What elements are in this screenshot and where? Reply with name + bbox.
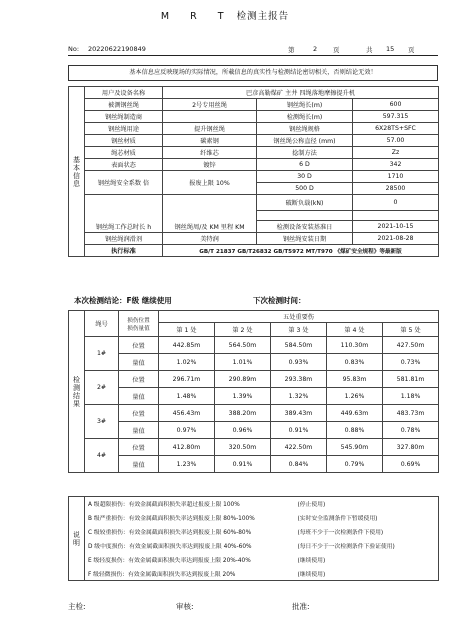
- note-line: E 级轻度损伤：有效金属截面积损失率达到报废上限 20%-40%: [88, 558, 251, 564]
- val-cell: 1.48%: [159, 388, 215, 405]
- row-label: 表面状态: [85, 159, 163, 171]
- d500-value: 28500: [353, 183, 439, 195]
- pos-cell: 290.89m: [215, 371, 271, 388]
- position-header: 第 4 处: [327, 323, 383, 337]
- row-value: 巴彦高勒煤矿 主井 四绳落地摩擦提升机: [163, 87, 439, 99]
- standard-label: 执行标准: [85, 245, 163, 257]
- val-cell: 1.23%: [159, 456, 215, 473]
- val-cell: 0.97%: [159, 422, 215, 439]
- pos-cell: 327.80m: [383, 439, 439, 456]
- val-cell: 0.96%: [215, 422, 271, 439]
- pos-cell: 95.83m: [327, 371, 383, 388]
- title-mrt: M R T: [160, 11, 233, 22]
- row-value: 57.00: [353, 135, 439, 147]
- title-text: 检测主报告: [236, 11, 290, 22]
- pos-cell: 427.50m: [383, 337, 439, 354]
- rope-id: 4#: [85, 439, 119, 473]
- note-tag: (实时安全监测条件下暂缓使用): [295, 511, 439, 525]
- note-tag: (停止使用): [295, 497, 439, 511]
- pos-cell: 564.50m: [215, 337, 271, 354]
- page-total: 15: [386, 45, 395, 53]
- row-value: 2号专用丝绳: [163, 99, 257, 111]
- note-line: D 级中度损伤：有效金属截面积损失率达到报废上限 40%-60%: [88, 544, 252, 550]
- pos-cell: 388.20m: [215, 405, 271, 422]
- pos-cell: 422.50m: [271, 439, 327, 456]
- position-header: 第 3 处: [271, 323, 327, 337]
- val-cell: 1.39%: [215, 388, 271, 405]
- top-damage-header: 五处重要伤: [159, 311, 439, 323]
- val-label: 量值: [119, 456, 159, 473]
- note-tag: (继续使用): [295, 567, 439, 581]
- pos-cell: 456.43m: [159, 405, 215, 422]
- d30-value: 1710: [353, 171, 439, 183]
- break-load-value: 0: [353, 195, 439, 211]
- results-section-label: 检测结果: [69, 311, 85, 473]
- pos-cell: 584.50m: [271, 337, 327, 354]
- val-cell: 1.01%: [215, 354, 271, 371]
- d500-label: 500 D: [257, 183, 353, 195]
- row-value: Zz: [353, 147, 439, 159]
- val-cell: 0.88%: [327, 422, 383, 439]
- val-cell: 1.02%: [159, 354, 215, 371]
- km-label: 钢丝绳周/及 KM 里程 KM: [163, 221, 257, 233]
- reviewer-label: 审核:: [176, 602, 194, 611]
- row-label: 钢丝绳规格: [257, 123, 353, 135]
- page-label-pre: 第: [288, 46, 295, 54]
- row-label: 钢丝绳公称直径 (mm): [257, 135, 353, 147]
- row-label: 绳芯材质: [85, 147, 163, 159]
- val-cell: 1.26%: [327, 388, 383, 405]
- install-date-label: 检测设备安装基准日: [257, 221, 353, 233]
- page-current: 2: [313, 45, 318, 53]
- break-load-label: 破断负载(kN): [257, 195, 353, 211]
- basic-section-label: 基本信息: [69, 87, 85, 257]
- rope-install-label: 钢丝绳安装日期: [257, 233, 353, 245]
- approver-label: 批准:: [292, 602, 310, 611]
- note-line: F 级轻微损伤：有效金属截面积损失率达到报废上限 20%: [85, 567, 295, 581]
- safety-factor-label: 钢丝绳安全系数 倍: [85, 171, 163, 195]
- col-damage-header: 损伤位置 损伤量值: [119, 311, 159, 337]
- val-cell: 0.84%: [271, 456, 327, 473]
- val-cell: 0.91%: [215, 456, 271, 473]
- val-cell: 0.73%: [383, 354, 439, 371]
- position-header: 第 1 处: [159, 323, 215, 337]
- rope-id: 2#: [85, 371, 119, 405]
- position-header: 第 2 处: [215, 323, 271, 337]
- report-title: [0, 8, 450, 22]
- note-tag: (每班不少于一次检测条件下使用): [295, 525, 439, 539]
- row-value: 提升钢丝绳: [163, 123, 257, 135]
- rope-id: 1#: [85, 337, 119, 371]
- note-line: B 级严重损伤：有效金属截面积损失率达到报废上限 80%-100%: [88, 516, 255, 522]
- pos-label: 位置: [119, 371, 159, 388]
- notice-banner: 基本信息应反映现场的实际情况，所載信息的真实性与检测结论密切相关，否则结论无效！: [68, 65, 438, 81]
- pos-cell: 110.30m: [327, 337, 383, 354]
- row-value: 342: [353, 159, 439, 171]
- header-rule: [68, 55, 438, 56]
- position-header: 第 5 处: [383, 323, 439, 337]
- d30-label: 30 D: [257, 171, 353, 183]
- pos-label: 位置: [119, 337, 159, 354]
- val-cell: 1.18%: [383, 388, 439, 405]
- pos-label: 位置: [119, 405, 159, 422]
- pos-cell: 412.80m: [159, 439, 215, 456]
- row-label: 钢丝绳长(m): [257, 99, 353, 111]
- row-value: 镀锌: [163, 159, 257, 171]
- row-label: 钢丝绳制造商: [85, 111, 163, 123]
- val-cell: 0.79%: [327, 456, 383, 473]
- results-table: [68, 310, 439, 473]
- row-value: 纤维芯: [163, 147, 257, 159]
- pos-cell: 296.71m: [159, 371, 215, 388]
- note-line: C 级较重损伤：有效金属截面积损失率达到报废上限 60%-80%: [88, 530, 252, 536]
- notes-section-label: 说明: [69, 497, 85, 581]
- row-value: 碳素钢: [163, 135, 257, 147]
- page-total-pre: 共: [366, 46, 373, 54]
- val-cell: 0.93%: [271, 354, 327, 371]
- pos-cell: 483.73m: [383, 405, 439, 422]
- pos-cell: 442.85m: [159, 337, 215, 354]
- basic-info-table: [68, 86, 439, 257]
- val-cell: 1.32%: [271, 388, 327, 405]
- conclusion-bar: [68, 293, 438, 307]
- lube-label: 钢丝绳润滑剂: [85, 233, 163, 245]
- val-label: 量值: [119, 422, 159, 439]
- report-no-label: No:: [68, 45, 80, 53]
- pos-cell: 389.43m: [271, 405, 327, 422]
- col-rope-header: 绳号: [85, 311, 119, 337]
- rope-install-value: 2021-08-28: [353, 233, 439, 245]
- row-value: 597.315: [353, 111, 439, 123]
- row-label: 捻制方法: [257, 147, 353, 159]
- val-cell: 0.78%: [383, 422, 439, 439]
- report-no-value: 20220622190849: [88, 45, 146, 53]
- val-cell: 0.83%: [327, 354, 383, 371]
- notes-table: [68, 496, 439, 581]
- rope-id: 3#: [85, 405, 119, 439]
- note-line: A 级超限损伤：有效金属截面积损失率超过报废上限 100%: [85, 497, 295, 511]
- row-value: 6X28TS+SFC: [353, 123, 439, 135]
- row-label: 检测绳长(m): [257, 111, 353, 123]
- conclusion-result: 本次检测结论：F级 继续使用: [74, 296, 172, 305]
- val-label: 量值: [119, 354, 159, 371]
- page-label-post: 页: [408, 46, 415, 54]
- install-date-value: 2021-10-15: [353, 221, 439, 233]
- row-label: 钢丝材质: [85, 135, 163, 147]
- standard-value: GB/T 21837 GB/T26832 GB/T5972 MT/T970 《煤矿安全规程》等最新版: [163, 245, 439, 257]
- pos-label: 位置: [119, 439, 159, 456]
- note-tag: (继续使用): [295, 553, 439, 567]
- row-value: [163, 111, 257, 123]
- pos-cell: 581.81m: [383, 371, 439, 388]
- pos-cell: 320.50m: [215, 439, 271, 456]
- lube-value: 美特润: [163, 233, 257, 245]
- work-time-label: 钢丝绳工作总时长 h: [85, 221, 163, 233]
- val-cell: 0.91%: [271, 422, 327, 439]
- pos-cell: 545.90m: [327, 439, 383, 456]
- pos-cell: 449.63m: [327, 405, 383, 422]
- row-label: 6 D: [257, 159, 353, 171]
- row-label: 钢丝绳用途: [85, 123, 163, 135]
- row-label: 被测钢丝绳: [85, 99, 163, 111]
- pos-cell: 293.38m: [271, 371, 327, 388]
- checker-label: 主检:: [68, 602, 86, 611]
- next-test-time: 下次检测时间：: [253, 296, 306, 305]
- row-label: 用户及设备名称: [85, 87, 163, 99]
- row-value: 600: [353, 99, 439, 111]
- page-label-mid: 页: [333, 46, 340, 54]
- val-cell: 0.69%: [383, 456, 439, 473]
- note-tag: (每日不少于一次检测条件下验证使用): [295, 539, 439, 553]
- report-limit: 报废上限 10%: [163, 171, 257, 195]
- val-label: 量值: [119, 388, 159, 405]
